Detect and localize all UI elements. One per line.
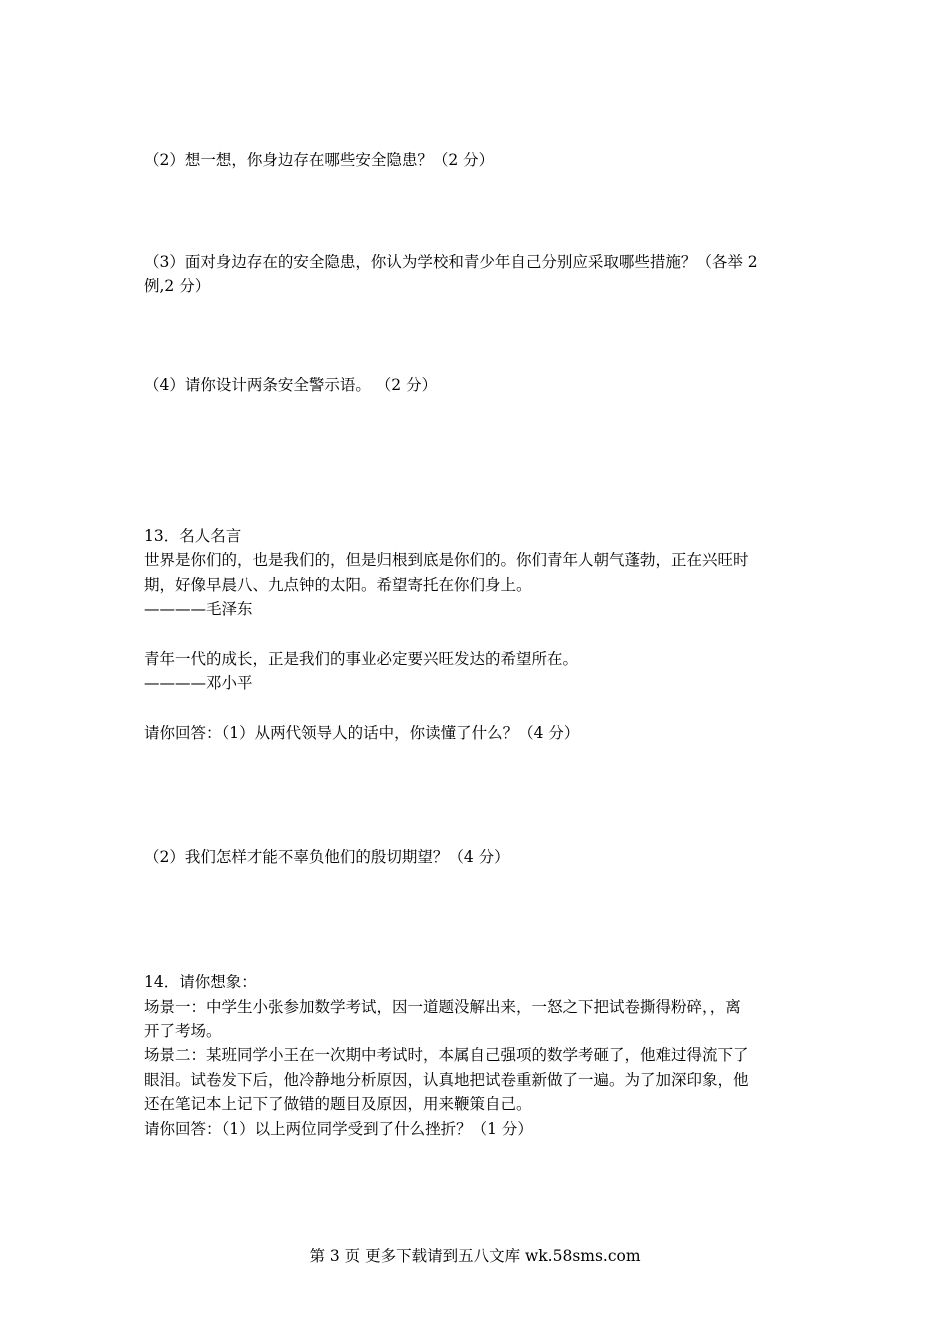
q13-quote1-author: ————毛泽东 [144, 600, 253, 618]
q12-sub3-line2: 例,2 分） [144, 277, 211, 295]
q13-quote2: 青年一代的成长，正是我们的事业必定要兴旺发达的希望所在。 [144, 650, 579, 668]
q14-scene2-line2: 眼泪。试卷发下后，他冷静地分析原因，认真地把试卷重新做了一遍。为了加深印象，他 [144, 1071, 749, 1089]
q14-scene1-line2: 开了考场。 [144, 1022, 222, 1040]
q12-sub4: （4）请你设计两条安全警示语。 （2 分） [144, 376, 438, 394]
q14-scene2-line3: 还在笔记本上记下了做错的题目及原因，用来鞭策自己。 [144, 1095, 532, 1113]
q14-ask1: 请你回答：（1）以上两位同学受到了什么挫折？（1 分） [144, 1120, 533, 1138]
q13-heading: 13．名人名言 [144, 527, 242, 545]
q13-ask2: （2）我们怎样才能不辜负他们的殷切期望？（4 分） [144, 848, 510, 866]
q12-sub2: （2）想一想，你身边存在哪些安全隐患？（2 分） [144, 151, 495, 169]
q14-scene2-line1: 场景二：某班同学小王在一次期中考试时，本属自己强项的数学考砸了，他难过得流下了 [144, 1046, 749, 1064]
q13-quote2-author: ————邓小平 [144, 674, 253, 692]
q12-sub3-line1: （3）面对身边存在的安全隐患，你认为学校和青少年自己分别应采取哪些措施？（各举 2 [144, 253, 758, 271]
q14-heading: 14．请你想象： [144, 973, 257, 991]
page-footer: 第 3 页 更多下载请到五八文库 wk.58sms.com [309, 1247, 641, 1265]
q14-scene1-line1: 场景一：中学生小张参加数学考试，因一道题没解出来，一怒之下把试卷撕得粉碎，，离 [144, 998, 741, 1016]
q13-quote1-line1: 世界是你们的，也是我们的，但是归根到底是你们的。你们青年人朝气蓬勃，正在兴旺时 [144, 551, 749, 569]
q13-ask1: 请你回答：（1）从两代领导人的话中，你读懂了什么？（4 分） [144, 724, 580, 742]
q13-quote1-line2: 期，好像早晨八、九点钟的太阳。希望寄托在你们身上。 [144, 576, 532, 594]
